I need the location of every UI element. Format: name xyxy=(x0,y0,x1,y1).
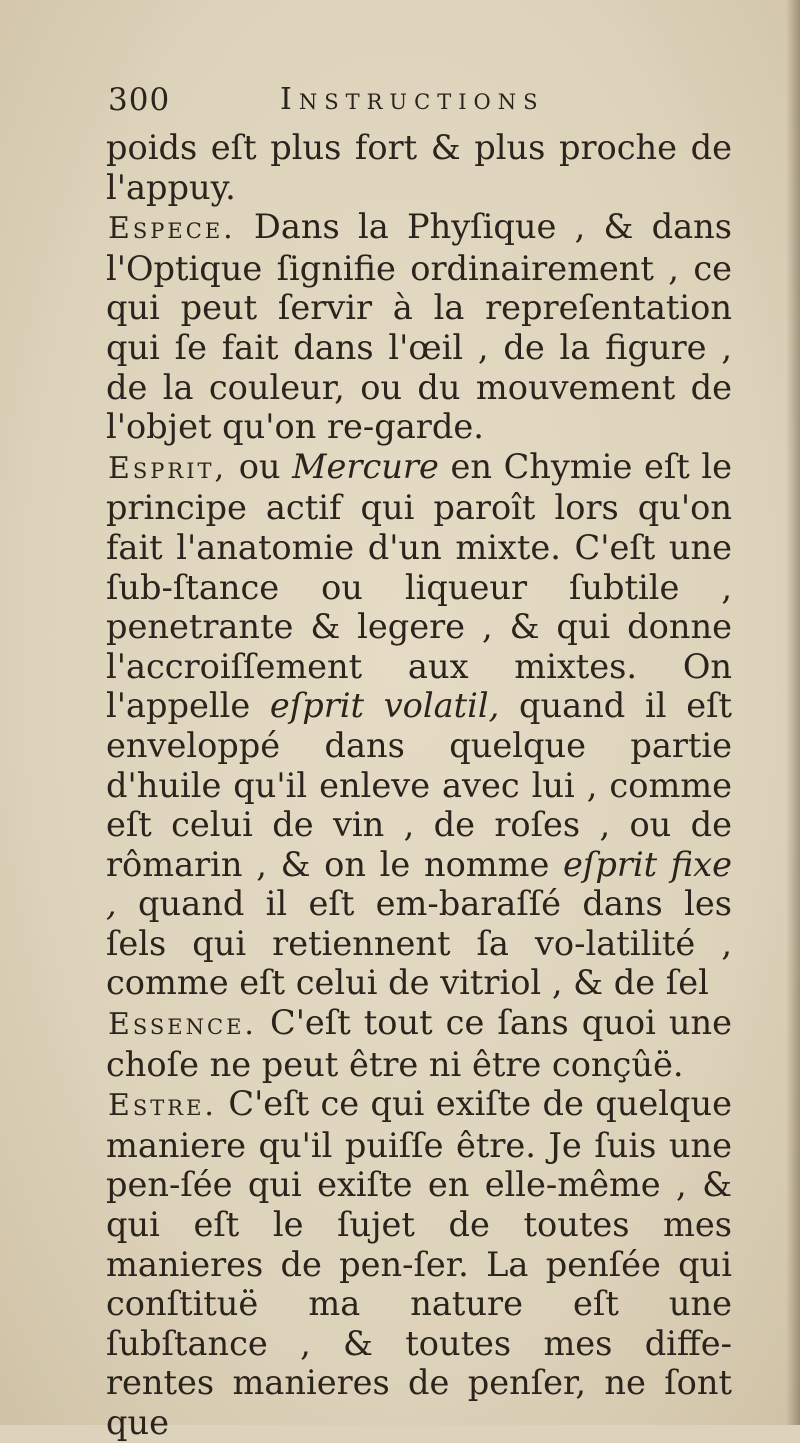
entry-term: Esprit, xyxy=(108,450,228,486)
entry-text: quand il eſt em-baraſſé dans les ſels qui retiennent ſa vo-latilité , comme eſt celui de vitriol , & de ſel xyxy=(106,884,732,1003)
entry-espece xyxy=(106,207,732,447)
entry-text: C'eſt tout ce ſans quoi une choſe ne peut être ni être conçûë. xyxy=(106,1003,732,1084)
text-line: l'Optique ſignifie ordinairement , ce qui xyxy=(106,248,732,328)
italic-term: eſprit fixe , xyxy=(106,844,732,924)
text-line: dans l'œil , de la figure , de la couleur, xyxy=(106,327,732,407)
entry-term: Estre. xyxy=(108,1088,217,1124)
italic-term: Mercure xyxy=(292,446,439,486)
entry-term: Essence. xyxy=(108,1007,257,1043)
text-line: ou du mouvement de l'objet qu'on re- xyxy=(106,367,732,447)
entry-esprit xyxy=(106,447,732,1003)
entry-text: quand il eſt enveloppé dans quelque partie d'huile qu'il enleve avec lui , comme eſt celui de vin , de roſes , ou de rômarin , & on le nomme xyxy=(106,686,732,884)
text-line: peut ſervir à la repreſentation qui ſe fait xyxy=(106,288,732,367)
italic-term: eſprit volatil, xyxy=(269,686,500,726)
page-header xyxy=(108,82,738,128)
page-number: 300 xyxy=(108,82,171,118)
text-line: l'appuy. xyxy=(106,167,236,207)
entry-text: ou xyxy=(227,446,293,486)
entry-estre xyxy=(106,1084,732,1442)
paragraph-continuation xyxy=(106,128,732,207)
running-title: Instructions xyxy=(280,82,545,117)
entry-text: en Chymie eſt le principe actif qui paroît lors qu'on fait l'anatomie d'un mixte. C'eſt une ſub-ſtance ou liqueur ſubtile , penetrante & legere , & qui donne l'accroiſſement aux mixtes. On l'appelle xyxy=(106,446,732,726)
entry-term: Espece. xyxy=(108,211,236,247)
entry-text: C'eſt ce qui exiſte de quelque maniere qu'il puiſſe être. Je ſuis une pen-ſée qui exiſte en elle-même , & qui eſt le ſujet de toutes mes manieres de pen-ſer. La penſée qui conſtituë ma nature eſt une ſubſtance , & toutes mes diffe-rentes manieres de penſer, ne ſont que xyxy=(106,1084,732,1442)
page-body xyxy=(106,128,732,1443)
text-line: Dans la Phyſique , & dans xyxy=(235,207,732,247)
text-line: poids eſt plus fort & plus proche de xyxy=(106,128,732,167)
entry-essence xyxy=(106,1003,732,1084)
text-line: garde. xyxy=(374,407,484,447)
